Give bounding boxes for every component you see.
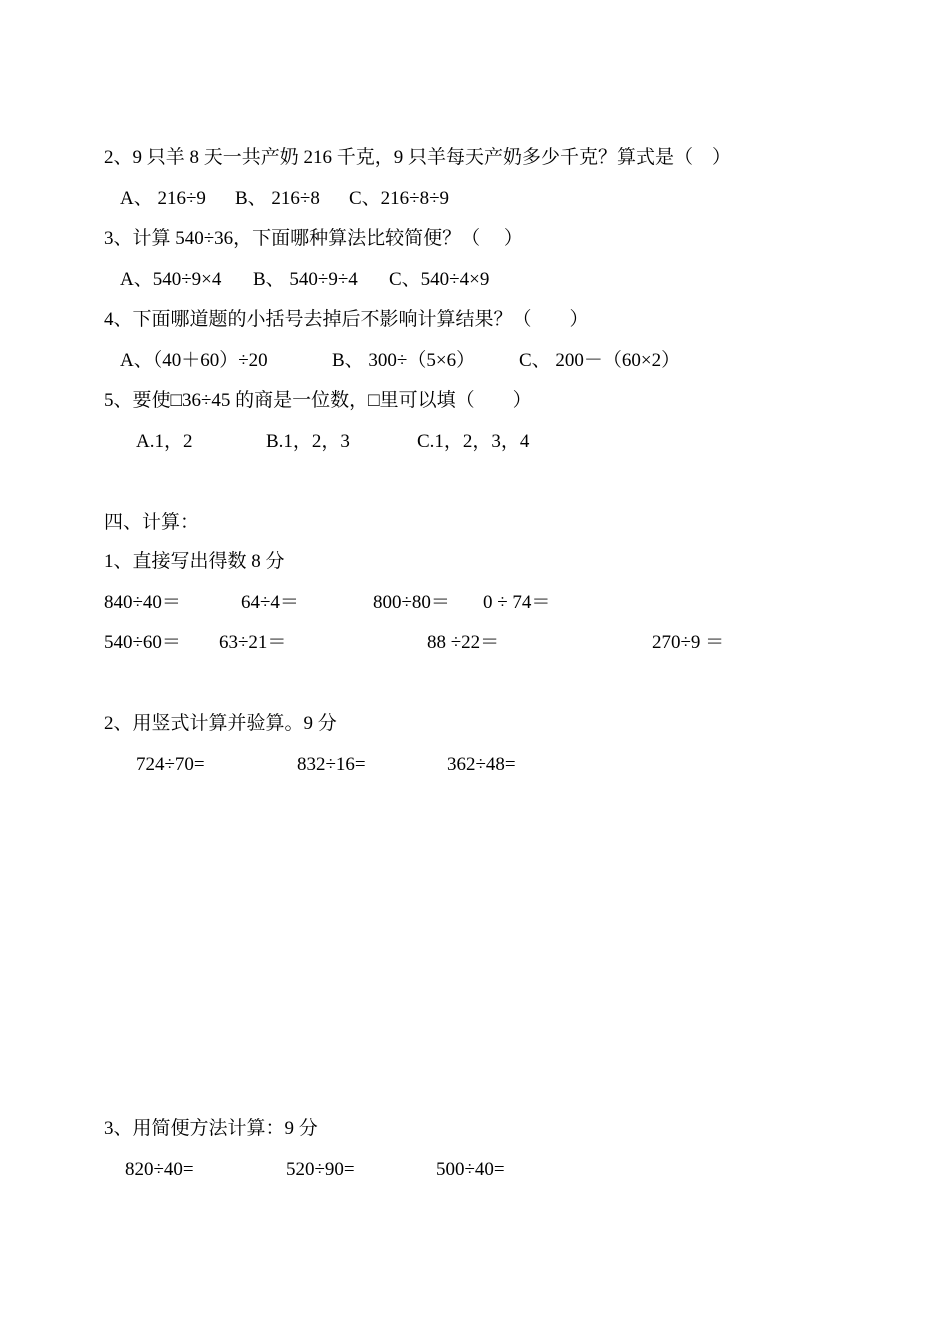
part-3-title: 3、用简便方法计算：9 分 xyxy=(104,1118,318,1139)
section-heading: 四、计算： xyxy=(104,512,200,533)
question-5-option-b: B.1，2，3 xyxy=(266,431,350,452)
mental-calc-item: 540÷60＝ xyxy=(104,632,181,653)
mental-calc-item: 64÷4＝ xyxy=(241,592,299,613)
question-4: 4、下面哪道题的小括号去掉后不影响计算结果？（ ） xyxy=(104,309,589,330)
question-4-option-b: B、 300÷（5×6） xyxy=(332,350,476,371)
mental-calc-item: 840÷40＝ xyxy=(104,592,181,613)
simplified-calc-item: 520÷90= xyxy=(286,1159,355,1180)
question-3: 3、计算 540÷36，下面哪种算法比较简便？（ ） xyxy=(104,228,523,249)
question-3-option-b: B、 540÷9÷4 xyxy=(253,269,358,290)
question-4-option-a: A、（40＋60）÷20 xyxy=(120,350,268,371)
question-5-option-a: A.1，2 xyxy=(136,431,193,452)
mental-calc-item: 63÷21＝ xyxy=(219,632,287,653)
vertical-calc-item: 832÷16= xyxy=(297,754,366,775)
question-3-option-c: C、540÷4×9 xyxy=(389,269,490,290)
question-2-option-c: C、216÷8÷9 xyxy=(349,188,450,209)
question-2-option-a: A、 216÷9 xyxy=(120,188,206,209)
simplified-calc-item: 500÷40= xyxy=(436,1159,505,1180)
question-4-option-c: C、 200－（60×2） xyxy=(519,350,681,371)
vertical-calc-item: 362÷48= xyxy=(447,754,516,775)
mental-calc-item: 270÷9 ＝ xyxy=(652,632,725,653)
mental-calc-item: 800÷80＝ xyxy=(373,592,450,613)
question-5-option-c: C.1，2，3，4 xyxy=(417,431,530,452)
vertical-calc-item: 724÷70= xyxy=(136,754,205,775)
question-5: 5、要使□36÷45 的商是一位数，□里可以填（ ） xyxy=(104,390,532,411)
part-2-title: 2、用竖式计算并验算。9 分 xyxy=(104,713,337,734)
question-2: 2、9 只羊 8 天一共产奶 216 千克，9 只羊每天产奶多少千克？算式是（ ） xyxy=(104,147,732,168)
question-3-option-a: A、540÷9×4 xyxy=(120,269,222,290)
mental-calc-item: 88 ÷22＝ xyxy=(427,632,500,653)
question-2-option-b: B、 216÷8 xyxy=(235,188,320,209)
mental-calc-item: 0 ÷ 74＝ xyxy=(483,592,551,613)
simplified-calc-item: 820÷40= xyxy=(125,1159,194,1180)
part-1-title: 1、直接写出得数 8 分 xyxy=(104,551,285,572)
